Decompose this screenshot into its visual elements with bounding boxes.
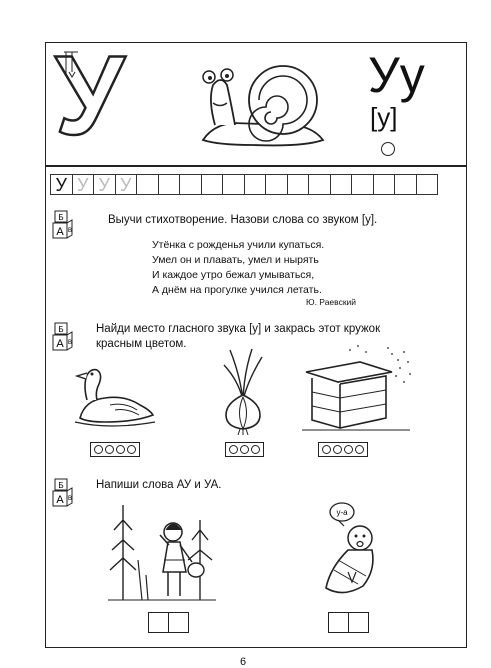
sound-circle[interactable]: [322, 445, 331, 454]
sound-scheme: [90, 442, 140, 457]
poem-author: Ю. Раевский: [306, 297, 357, 307]
sound-circle[interactable]: [105, 445, 114, 454]
task-1-instruction: Выучи стихотворение. Назови слова со звуком [у].: [108, 214, 378, 226]
beehive-icon: [300, 342, 415, 434]
answer-box[interactable]: [348, 612, 369, 633]
sound-circle[interactable]: [355, 445, 364, 454]
block-letter: А: [56, 338, 64, 350]
copy-cell[interactable]: [394, 174, 417, 195]
copy-cell[interactable]: У: [93, 174, 116, 195]
poem-line: Утёнка с рожденья учили купаться.: [152, 239, 325, 251]
answer-boxes: [328, 612, 367, 633]
instruction-line: Найди место гласного звука [у] и закрась этот кружок: [96, 323, 381, 335]
block-letter: В: [67, 496, 73, 502]
sound-circle[interactable]: [116, 445, 125, 454]
answer-box[interactable]: [328, 612, 349, 633]
sound-circle[interactable]: [251, 445, 260, 454]
block-letter: Б: [58, 481, 64, 490]
abc-blocks-icon: [52, 210, 74, 240]
crying-baby-icon: [308, 498, 398, 603]
snail-icon: [193, 55, 333, 155]
letter-pair: Уу: [368, 47, 425, 103]
copy-cell[interactable]: [136, 174, 159, 195]
copy-cell[interactable]: У: [72, 174, 95, 195]
poem-line: Умел он и плавать, умел и нырять: [152, 254, 319, 266]
block-letter: Б: [58, 325, 64, 334]
page-number: 6: [240, 656, 247, 668]
duckling-icon: [65, 360, 160, 435]
header-divider: [45, 165, 467, 167]
poem: [152, 238, 324, 298]
copy-cell[interactable]: [265, 174, 288, 195]
copy-cell[interactable]: [308, 174, 331, 195]
copy-cell[interactable]: [373, 174, 396, 195]
sound-circle[interactable]: [94, 445, 103, 454]
copy-cell[interactable]: [222, 174, 245, 195]
sound-circle[interactable]: [229, 445, 238, 454]
copy-cell[interactable]: [158, 174, 181, 195]
vowel-circle: [381, 142, 395, 156]
copy-cell[interactable]: У: [115, 174, 138, 195]
sound-circle[interactable]: [344, 445, 353, 454]
sound-circle[interactable]: [127, 445, 136, 454]
answer-box[interactable]: [148, 612, 169, 633]
abc-blocks-icon: [52, 322, 74, 352]
copy-cell[interactable]: У: [50, 174, 73, 195]
sound-scheme: [225, 442, 264, 457]
copy-cell[interactable]: [244, 174, 267, 195]
poem-line: А днём на прогулке учился летать.: [152, 284, 322, 296]
sound-circle[interactable]: [333, 445, 342, 454]
block-letter: А: [56, 494, 64, 506]
task-3-instruction: Напиши слова АУ и УА.: [96, 479, 222, 491]
instruction-line: красным цветом.: [96, 338, 187, 350]
block-letter: В: [67, 228, 73, 234]
copy-cell[interactable]: [179, 174, 202, 195]
answer-boxes: [148, 612, 187, 633]
onion-icon: [218, 345, 268, 435]
copy-cell[interactable]: [351, 174, 374, 195]
copy-letter-row: [50, 174, 437, 195]
copy-cell[interactable]: [330, 174, 353, 195]
svg-text:у-а: у-а: [336, 508, 348, 517]
answer-box[interactable]: [168, 612, 189, 633]
block-letter: В: [67, 340, 73, 346]
copy-cell[interactable]: [416, 174, 439, 195]
big-outline-letter: У: [55, 33, 125, 158]
girl-in-forest-icon: [108, 500, 218, 605]
stroke-arrow-icon: [62, 50, 82, 80]
sound-scheme: [318, 442, 368, 457]
copy-cell[interactable]: [201, 174, 224, 195]
block-letter: А: [56, 226, 64, 238]
abc-blocks-icon: [52, 478, 74, 508]
copy-cell[interactable]: [287, 174, 310, 195]
poem-line: И каждое утро бежал умываться,: [152, 269, 315, 281]
block-letter: Б: [58, 213, 64, 222]
sound-circle[interactable]: [240, 445, 249, 454]
sound-transcription: [у]: [370, 102, 398, 132]
